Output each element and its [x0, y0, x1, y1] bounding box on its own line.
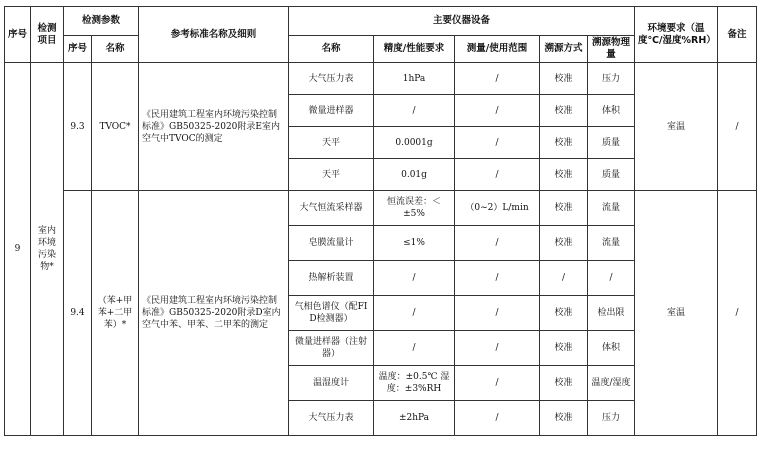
eq-name-cell: 大气压力表	[289, 401, 374, 436]
eq-quantity-cell: /	[588, 261, 635, 296]
eq-precision-cell: /	[374, 261, 455, 296]
header-note: 备注	[718, 7, 757, 63]
spec-table	[4, 6, 757, 436]
eq-quantity-cell: 质量	[588, 159, 635, 191]
eq-quantity-cell: 压力	[588, 401, 635, 436]
eq-precision-cell: 1hPa	[374, 63, 455, 95]
eq-precision-cell: /	[374, 331, 455, 366]
header-standard: 参考标准名称及细则	[139, 7, 289, 63]
eq-name-cell: 天平	[289, 159, 374, 191]
main-seq-cell: 9	[5, 63, 31, 436]
eq-name-cell: 天平	[289, 127, 374, 159]
eq-precision-cell: 0.0001g	[374, 127, 455, 159]
eq-range-cell: （0~2）L/min	[455, 191, 540, 226]
header-item: 检测项目	[31, 7, 64, 63]
eq-trace-cell: 校准	[540, 95, 588, 127]
env-cell: 室温	[635, 191, 718, 436]
env-cell: 室温	[635, 63, 718, 191]
eq-name-cell: 大气恒流采样器	[289, 191, 374, 226]
header-eq-trace: 溯源方式	[540, 36, 588, 63]
eq-trace-cell: 校准	[540, 331, 588, 366]
eq-quantity-cell: 流量	[588, 191, 635, 226]
eq-trace-cell: 校准	[540, 159, 588, 191]
eq-quantity-cell: 压力	[588, 63, 635, 95]
param-seq-cell: 9.4	[64, 191, 92, 436]
eq-range-cell: /	[455, 331, 540, 366]
header-eq-name: 名称	[289, 36, 374, 63]
eq-precision-cell: /	[374, 296, 455, 331]
header-param-seq: 序号	[64, 36, 92, 63]
eq-precision-cell: 温度：±0.5℃ 湿度：±3%RH	[374, 366, 455, 401]
header-seq: 序号	[5, 7, 31, 63]
eq-range-cell: /	[455, 366, 540, 401]
header-eq-quantity: 溯源物理量	[588, 36, 635, 63]
eq-trace-cell: 校准	[540, 127, 588, 159]
eq-trace-cell: 校准	[540, 296, 588, 331]
eq-range-cell: /	[455, 401, 540, 436]
eq-trace-cell: 校准	[540, 63, 588, 95]
eq-range-cell: /	[455, 95, 540, 127]
header-eq-range: 测量/使用范围	[455, 36, 540, 63]
eq-trace-cell: 校准	[540, 366, 588, 401]
eq-quantity-cell: 温度/湿度	[588, 366, 635, 401]
note-cell: /	[718, 191, 757, 436]
eq-range-cell: /	[455, 63, 540, 95]
eq-range-cell: /	[455, 159, 540, 191]
main-item-cell: 室内环境污染物*	[31, 63, 64, 436]
eq-precision-cell: ±2hPa	[374, 401, 455, 436]
table-row	[5, 191, 757, 226]
eq-range-cell: /	[455, 127, 540, 159]
eq-range-cell: /	[455, 296, 540, 331]
header-param-name: 名称	[92, 36, 139, 63]
eq-name-cell: 大气压力表	[289, 63, 374, 95]
eq-name-cell: 温湿度计	[289, 366, 374, 401]
header-params: 检测参数	[64, 7, 139, 36]
eq-quantity-cell: 检出限	[588, 296, 635, 331]
eq-name-cell: 热解析装置	[289, 261, 374, 296]
eq-name-cell: 皂膜流量计	[289, 226, 374, 261]
eq-quantity-cell: 体积	[588, 331, 635, 366]
header-eq-precision: 精度/性能要求	[374, 36, 455, 63]
eq-quantity-cell: 流量	[588, 226, 635, 261]
standard-cell: 《民用建筑工程室内环境污染控制标准》GB50325-2020附录E室内空气中TVOC的测定	[139, 63, 289, 191]
eq-trace-cell: /	[540, 261, 588, 296]
eq-range-cell: /	[455, 261, 540, 296]
table-row	[5, 63, 757, 95]
eq-precision-cell: ≤1%	[374, 226, 455, 261]
eq-precision-cell: 恒流误差：＜±5%	[374, 191, 455, 226]
param-seq-cell: 9.3	[64, 63, 92, 191]
eq-name-cell: 微量进样器（注射器）	[289, 331, 374, 366]
eq-quantity-cell: 体积	[588, 95, 635, 127]
eq-trace-cell: 校准	[540, 401, 588, 436]
header-equipment: 主要仪器设备	[289, 7, 635, 36]
header-env: 环境要求（温度℃/湿度%RH）	[635, 7, 718, 63]
standard-cell: 《民用建筑工程室内环境污染控制标准》GB50325-2020附录D室内空气中苯、甲苯、二甲苯的测定	[139, 191, 289, 436]
param-name-cell: （苯+甲苯+二甲苯）*	[92, 191, 139, 436]
eq-name-cell: 气相色谱仪（配FID检测器）	[289, 296, 374, 331]
note-cell: /	[718, 63, 757, 191]
eq-trace-cell: 校准	[540, 191, 588, 226]
eq-precision-cell: 0.01g	[374, 159, 455, 191]
eq-name-cell: 微量进样器	[289, 95, 374, 127]
eq-range-cell: /	[455, 226, 540, 261]
eq-quantity-cell: 质量	[588, 127, 635, 159]
param-name-cell: TVOC*	[92, 63, 139, 191]
eq-precision-cell: /	[374, 95, 455, 127]
eq-trace-cell: 校准	[540, 226, 588, 261]
